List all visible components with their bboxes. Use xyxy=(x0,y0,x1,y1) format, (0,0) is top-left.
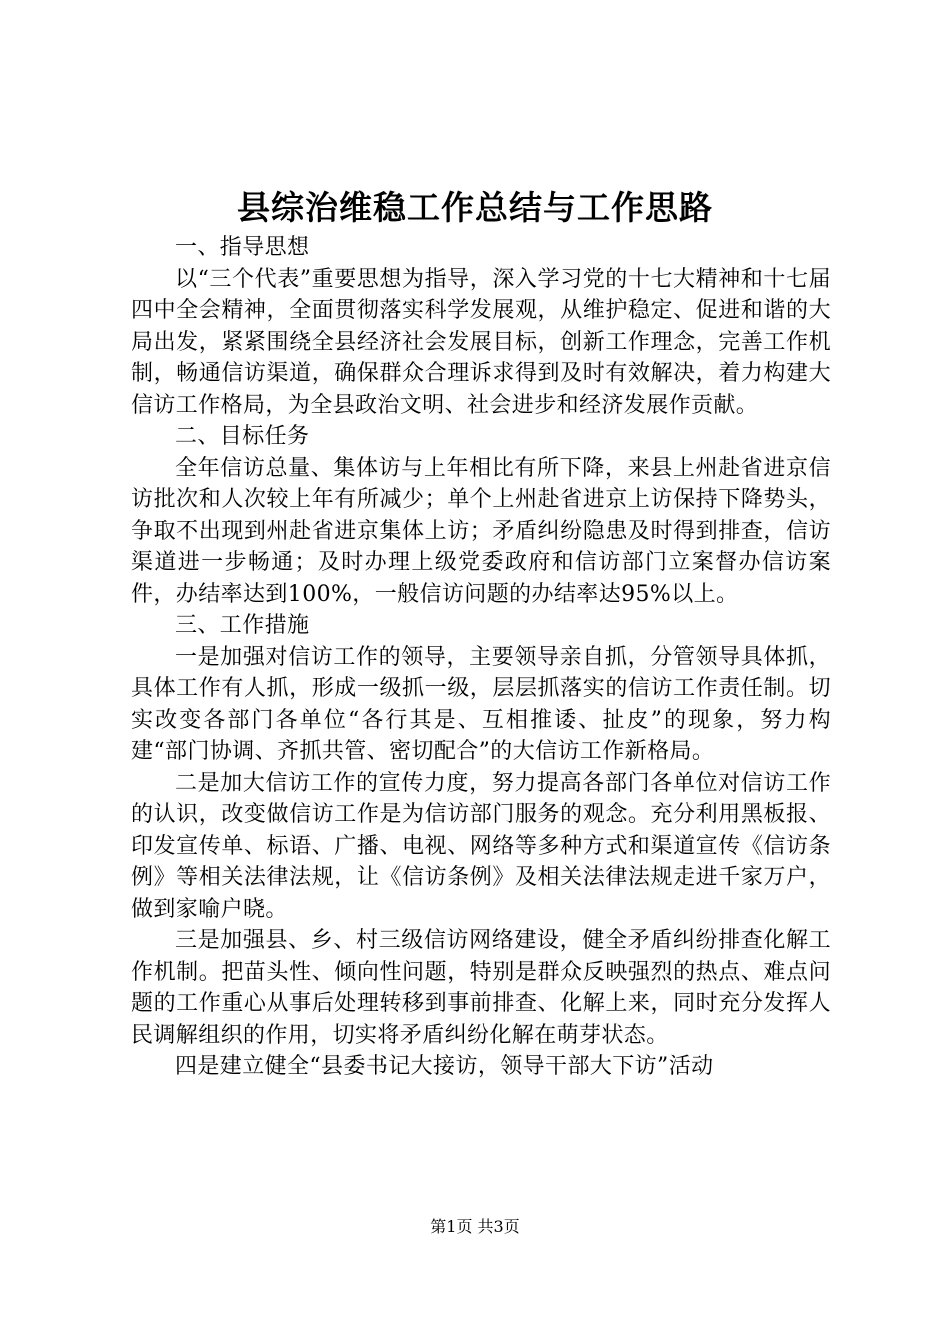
paragraph: 二是加大信访工作的宣传力度，努力提高各部门各单位对信访工作的认识，改变做信访工作是为信访部门服务的观念。充分利用黑板报、印发宣传单、标语、广播、电视、网络等多种方式和渠道宣传《信访条例》等相关法律法规，让《信访条例》及相关法律法规走进千家万户，做到家喻户晓。 xyxy=(131,770,831,922)
paragraph: 三是加强县、乡、村三级信访网络建设，健全矛盾纠纷排查化解工作机制。把苗头性、倾向性问题，特别是群众反映强烈的热点、难点问题的工作重心从事后处理转移到事前排查、化解上来，同时充分发挥人民调解组织的作用，切实将矛盾纠纷化解在萌芽状态。 xyxy=(131,928,831,1048)
paragraph: 四是建立健全“县委书记大接访，领导干部大下访”活动 xyxy=(175,1054,714,1079)
paragraph: 全年信访总量、集体访与上年相比有所下降，来县上州赴省进京信访批次和人次较上年有所减少；单个上州赴省进京上访保持下降势头，争取不出现到州赴省进京集体上访；矛盾纠纷隐患及时得到排查，信访渠道进一步畅通；及时办理上级党委政府和信访部门立案督办信访案件，办结率达到100%，一般信访问题的办结率达95%以上。 xyxy=(131,455,831,607)
page-footer: 第1页 共3页 xyxy=(430,1217,520,1236)
section-heading: 三、工作措施 xyxy=(175,613,310,638)
paragraph: 以“三个代表”重要思想为指导，深入学习党的十七大精神和十七届四中全会精神，全面贯彻落实科学发展观，从维护稳定、促进和谐的大局出发，紧紧围绕全县经济社会发展目标，创新工作理念，完善工作机制，畅通信访渠道，确保群众合理诉求得到及时有效解决，着力构建大信访工作格局，为全县政治文明、社会进步和经济发展作贡献。 xyxy=(131,266,831,418)
section-heading: 二、目标任务 xyxy=(175,424,310,449)
document-body xyxy=(131,232,831,1083)
document-title: 县综治维稳工作总结与工作思路 xyxy=(237,188,713,227)
section-heading: 一、指导思想 xyxy=(175,235,310,260)
paragraph: 一是加强对信访工作的领导，主要领导亲自抓，分管领导具体抓，具体工作有人抓，形成一级抓一级，层层抓落实的信访工作责任制。切实改变各部门各单位“各行其是、互相推诿、扯皮”的现象，努力构建“部门协调、齐抓共管、密切配合”的大信访工作新格局。 xyxy=(131,644,831,764)
